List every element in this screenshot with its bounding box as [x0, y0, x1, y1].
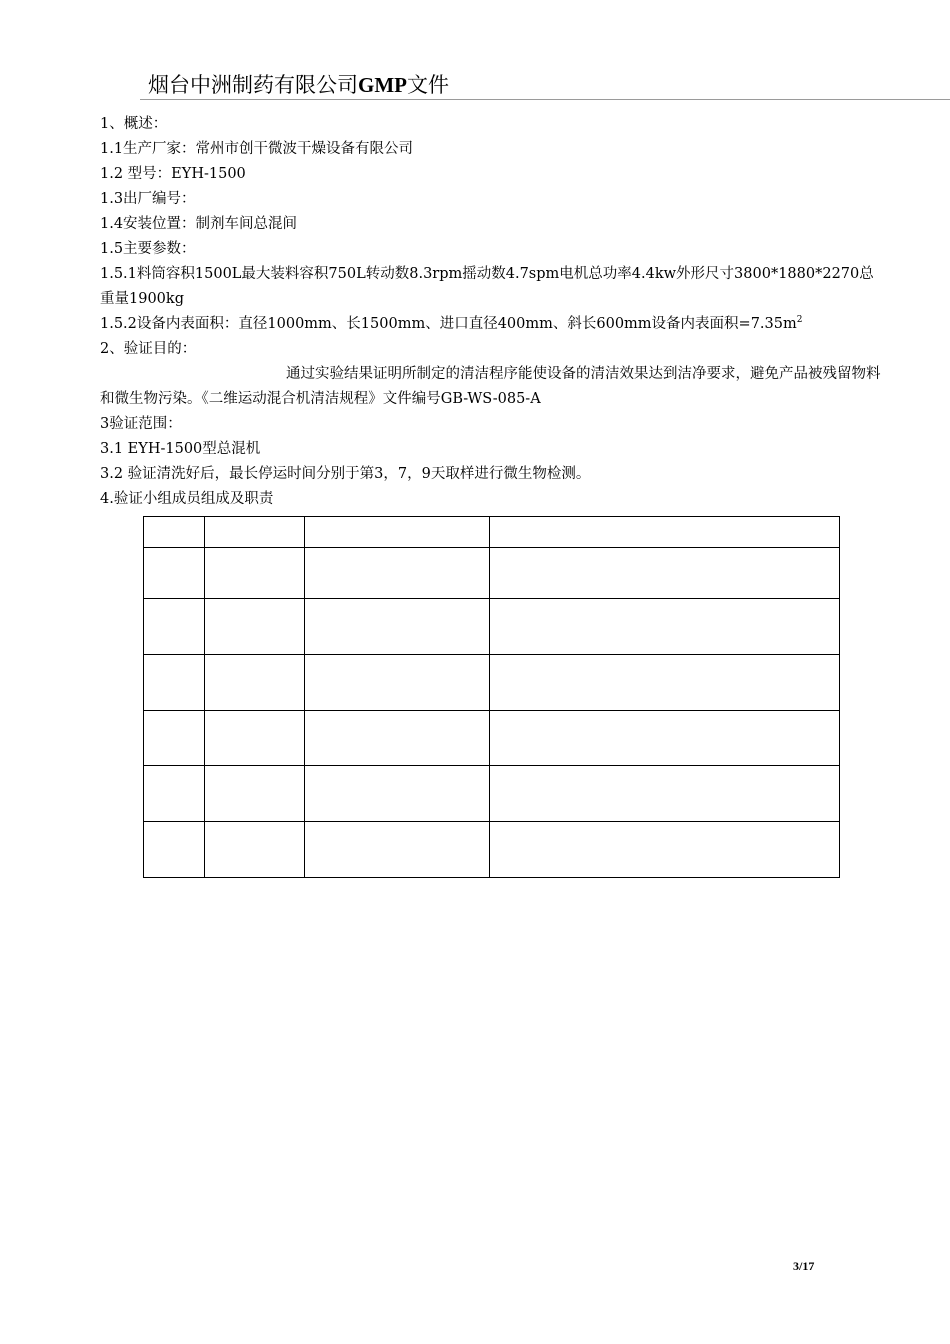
serial-line: 1.3出厂编号： [100, 191, 196, 207]
table-cell [305, 548, 490, 599]
surface-area-text: 1.5.2设备内表面积：直径1000mm、长1500mm、进口直径400mm、斜长600mm设备内表面积=7.35m [100, 316, 797, 332]
table-cell [205, 548, 305, 599]
manufacturer-line: 1.1生产厂家：常州市创干微波干燥设备有限公司 [100, 141, 414, 157]
table-cell [490, 711, 840, 766]
table-cell [144, 517, 205, 548]
scope-item-2: 3.2 验证清洗好后，最长停运时间分别于第3，7，9天取样进行微生物检测。 [100, 466, 591, 482]
purpose-heading: 2、验证目的： [100, 341, 197, 357]
table-cell [144, 548, 205, 599]
table-cell [205, 655, 305, 711]
surface-area-unit-superscript: 2 [796, 315, 803, 325]
table-cell [490, 599, 840, 655]
team-table [143, 516, 840, 878]
company-name: 烟台中洲制药有限公司 [148, 73, 358, 97]
surface-area-line [100, 312, 885, 337]
table-cell [144, 822, 205, 878]
table-cell [305, 599, 490, 655]
table-cell [205, 822, 305, 878]
table-cell [490, 548, 840, 599]
model-line: 1.2 型号：EYH-1500 [100, 166, 246, 182]
table-row [144, 548, 840, 599]
params-heading: 1.5主要参数： [100, 241, 196, 257]
table-row [144, 766, 840, 822]
purpose-paragraph: 通过实验结果证明所制定的清洁程序能使设备的清洁效果达到洁净要求，避免产品被残留物料和微生物污染。《二维运动混合机清洁规程》文件编号GB-WS-085-A [100, 366, 881, 407]
table-row [144, 822, 840, 878]
document-header [148, 70, 449, 100]
table-row [144, 655, 840, 711]
page-number: 3/17 [793, 1259, 815, 1273]
table-cell [490, 766, 840, 822]
table-row [144, 711, 840, 766]
scope-heading: 3验证范围： [100, 416, 182, 432]
table-row [144, 599, 840, 655]
table-cell [305, 517, 490, 548]
table-cell [144, 599, 205, 655]
table-cell [490, 655, 840, 711]
table-cell [144, 655, 205, 711]
table-cell [144, 711, 205, 766]
table-cell [305, 655, 490, 711]
header-divider [140, 99, 950, 100]
doc-label: 文件 [406, 73, 449, 97]
table-cell [490, 822, 840, 878]
location-line: 1.4安装位置：制剂车间总混间 [100, 216, 298, 232]
scope-item-1: 3.1 EYH-1500型总混机 [100, 441, 261, 457]
gmp-label: GMP [358, 73, 407, 97]
params-paragraph: 1.5.1料筒容积1500L最大装料容积750L转动数8.3rpm摇动数4.7spm电机总功率4.4kw外形尺寸3800*1880*2270总重量1900kg [100, 266, 874, 307]
table-cell [205, 517, 305, 548]
document-body [100, 112, 885, 512]
table-cell [205, 766, 305, 822]
table-row [144, 517, 840, 548]
overview-heading: 1、概述： [100, 116, 168, 132]
table-cell [305, 766, 490, 822]
table-cell [205, 599, 305, 655]
table-cell [205, 711, 305, 766]
table-cell [490, 517, 840, 548]
table-cell [305, 711, 490, 766]
team-heading: 4.验证小组成员组成及职责 [100, 491, 274, 507]
table-cell [144, 766, 205, 822]
table-cell [305, 822, 490, 878]
